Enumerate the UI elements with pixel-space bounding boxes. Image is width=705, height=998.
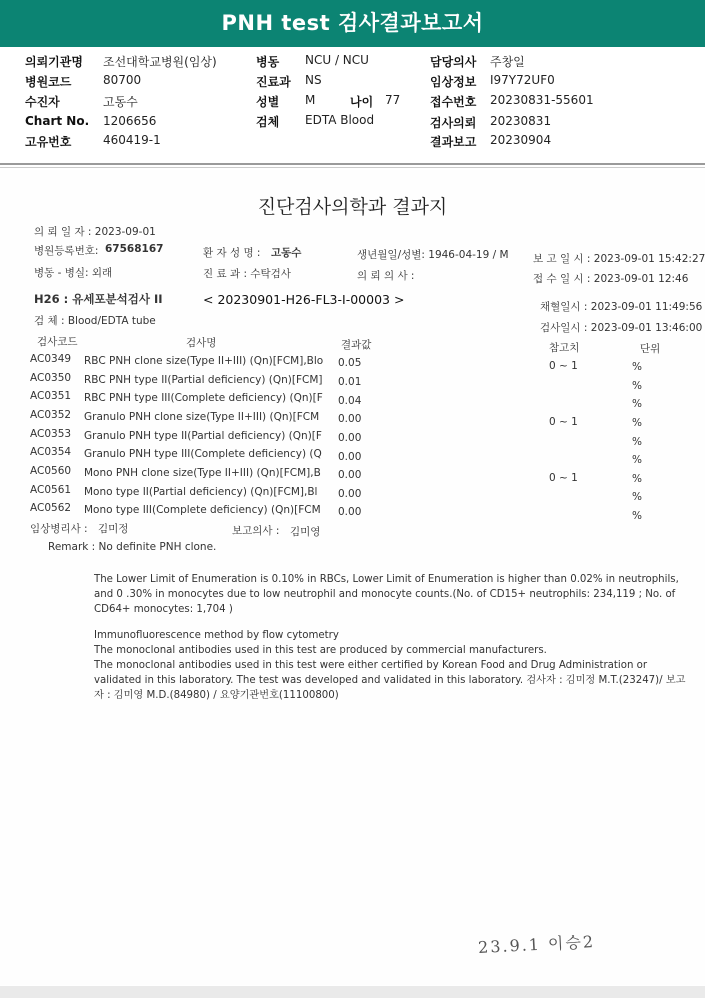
row-test-name: RBC PNH type III(Complete deficiency) (Qn)[F bbox=[84, 392, 323, 404]
age-value: 77 bbox=[385, 93, 401, 107]
row-unit: % bbox=[632, 361, 642, 373]
receipt-datetime-line: 접 수 일 시 : 2023-09-01 12:46 bbox=[533, 273, 689, 285]
sex-value: M bbox=[305, 93, 316, 107]
method-line-2: The monoclonal antibodies used in this test are produced by commercial manufacturers. bbox=[94, 645, 547, 656]
row-code: AC0354 bbox=[30, 446, 72, 458]
reporter-label: 보고의사 : bbox=[232, 525, 280, 537]
row-code: AC0561 bbox=[30, 484, 72, 496]
row-unit: % bbox=[632, 436, 642, 448]
physician-line: 의 뢰 의 사 : bbox=[357, 270, 415, 282]
row-test-name: Mono type II(Partial deficiency) (Qn)[FCM],Bl bbox=[84, 486, 318, 498]
specimen-line: 검 체 : Blood/EDTA tube bbox=[34, 315, 156, 327]
patient-info-header bbox=[0, 53, 705, 153]
row-unit: % bbox=[632, 473, 642, 485]
specimen-value: EDTA Blood bbox=[305, 113, 375, 127]
row-result: 0.00 bbox=[338, 413, 362, 425]
report-date-label: 결과보고 bbox=[430, 135, 477, 149]
patient-name-value: 고동수 bbox=[271, 247, 302, 259]
row-result: 0.04 bbox=[338, 395, 362, 407]
header-divider bbox=[0, 163, 705, 165]
col-header-code: 검사코드 bbox=[37, 336, 78, 348]
page-footer-bar bbox=[0, 986, 705, 998]
pathologist-label: 임상병리사 : bbox=[30, 523, 88, 535]
clinical-info-label: 임상정보 bbox=[430, 75, 477, 89]
reporter-value: 김미영 bbox=[290, 526, 321, 538]
report-title-bar bbox=[0, 0, 705, 47]
dept-line: 진 료 과 : 수탁검사 bbox=[203, 268, 291, 280]
sex-label: 성별 bbox=[256, 95, 280, 109]
dept-value: NS bbox=[305, 73, 322, 87]
col-header-unit: 단위 bbox=[640, 343, 661, 355]
unique-no-value: 460419-1 bbox=[103, 133, 161, 147]
patient-label: 수진자 bbox=[25, 95, 60, 109]
method-line-1: Immunofluorescence method by flow cytometry bbox=[94, 630, 339, 641]
patient-value: 고동수 bbox=[103, 95, 138, 109]
row-code: AC0562 bbox=[30, 502, 72, 514]
row-result: 0.05 bbox=[338, 357, 362, 369]
enumeration-note: The Lower Limit of Enumeration is 0.10% in RBCs, Lower Limit of Enumeration is higher than 0.02% in neutrophils, and 0 .30% in monocytes due to low neutrophil and monocyte counts.(No. of CD15+ neutrophils: 234,119 ; No. of CD64+ monocytes: 1,704 ) bbox=[94, 574, 679, 615]
chart-no-value: 1206656 bbox=[103, 114, 157, 128]
dob-line: 생년월일/성별: 1946-04-19 / M bbox=[357, 249, 509, 261]
row-ref: 0 ~ 1 bbox=[549, 360, 578, 372]
row-ref: 0 ~ 1 bbox=[549, 416, 578, 428]
request-date-line: 의 뢰 일 자 : 2023-09-01 bbox=[34, 226, 156, 238]
row-test-name: Granulo PNH type II(Partial deficiency) (Qn)[F bbox=[84, 430, 322, 442]
report-date-value: 20230904 bbox=[490, 133, 552, 147]
row-test-name: Granulo PNH type III(Complete deficiency) (Q bbox=[84, 448, 322, 460]
row-code: AC0351 bbox=[30, 390, 72, 402]
header-divider-thin bbox=[0, 167, 705, 168]
pathologist-value: 김미정 bbox=[98, 523, 129, 535]
reg-no-value: 67568167 bbox=[105, 243, 164, 255]
collect-datetime-line: 채혈일시 : 2023-09-01 11:49:56 bbox=[540, 301, 703, 313]
row-unit: % bbox=[632, 491, 642, 503]
row-unit: % bbox=[632, 398, 642, 410]
doctor-label: 담당의사 bbox=[430, 55, 477, 69]
row-unit: % bbox=[632, 380, 642, 392]
row-unit: % bbox=[632, 454, 642, 466]
remark: Remark : No definite PNH clone. bbox=[48, 541, 217, 553]
row-test-name: RBC PNH clone size(Type II+III) (Qn)[FCM],Blo bbox=[84, 355, 324, 367]
patient-name-label: 환 자 성 명 : bbox=[203, 247, 261, 259]
doctor-value: 주창일 bbox=[490, 55, 525, 69]
lab-report-title: 진단검사의학과 결과지 bbox=[257, 196, 448, 218]
row-code: AC0560 bbox=[30, 465, 72, 477]
handwritten-signature: 23.9.1 이승2 bbox=[477, 931, 596, 958]
age-label: 나이 bbox=[350, 95, 374, 109]
row-test-name: Granulo PNH clone size(Type II+III) (Qn)[FCM bbox=[84, 411, 320, 423]
row-test-name: RBC PNH type II(Partial deficiency) (Qn)[FCM] bbox=[84, 374, 323, 386]
chart-no-label: Chart No. bbox=[25, 114, 90, 128]
ward-line: 병동 - 병실: 외래 bbox=[34, 267, 113, 279]
row-result: 0.00 bbox=[338, 451, 362, 463]
hospital-code-label: 병원코드 bbox=[25, 75, 72, 89]
row-result: 0.00 bbox=[338, 488, 362, 500]
unique-no-label: 고유번호 bbox=[25, 135, 72, 149]
ward-value: NCU / NCU bbox=[305, 53, 369, 67]
report-title: PNH test 검사결과보고서 bbox=[221, 11, 484, 35]
hospital-code-value: 80700 bbox=[103, 73, 142, 87]
receipt-no-value: 20230831-55601 bbox=[490, 93, 594, 107]
row-code: AC0350 bbox=[30, 372, 72, 384]
report-datetime-line: 보 고 일 시 : 2023-09-01 15:42:27 bbox=[533, 253, 705, 265]
receipt-no-label: 접수번호 bbox=[430, 95, 477, 109]
row-code: AC0349 bbox=[30, 353, 72, 365]
col-header-result: 결과값 bbox=[341, 339, 372, 351]
clinical-info-value: I97Y72UF0 bbox=[490, 73, 555, 87]
row-result: 0.01 bbox=[338, 376, 362, 388]
request-date-label: 검사의뢰 bbox=[430, 116, 477, 130]
col-header-ref: 참고치 bbox=[549, 342, 580, 354]
specimen-label: 검체 bbox=[256, 115, 280, 129]
method-line-3: The monoclonal antibodies used in this test were either certified by Korean Food and Drug Administration or validated in this laboratory. The test was developed and validated in this laboratory. 검사자 : 김미정 M.T.(23247)/ 보고자 : 김미영 M.D.(84980) / 요양기관번호(11100800) bbox=[94, 660, 686, 701]
row-ref: 0 ~ 1 bbox=[549, 472, 578, 484]
test-datetime-line: 검사일시 : 2023-09-01 13:46:00 bbox=[540, 322, 703, 334]
row-code: AC0352 bbox=[30, 409, 72, 421]
reg-no-label: 병원등록번호: bbox=[34, 245, 99, 257]
row-test-name: Mono type III(Complete deficiency) (Qn)[FCM bbox=[84, 504, 321, 516]
row-unit: % bbox=[632, 510, 642, 522]
row-unit: % bbox=[632, 417, 642, 429]
hospital-label: 의뢰기관명 bbox=[25, 55, 83, 69]
col-header-name: 검사명 bbox=[186, 337, 217, 349]
row-code: AC0353 bbox=[30, 428, 72, 440]
ward-label: 병동 bbox=[256, 55, 280, 69]
row-result: 0.00 bbox=[338, 432, 362, 444]
test-name: H26 : 유세포분석검사 II bbox=[34, 292, 163, 306]
request-date-value: 20230831 bbox=[490, 114, 552, 128]
specimen-id: < 20230901-H26-FL3-I-00003 > bbox=[203, 292, 405, 307]
row-result: 0.00 bbox=[338, 506, 362, 518]
row-test-name: Mono PNH clone size(Type II+III) (Qn)[FCM],B bbox=[84, 467, 321, 479]
row-result: 0.00 bbox=[338, 469, 362, 481]
dept-label: 진료과 bbox=[256, 75, 291, 89]
hospital-value: 조선대학교병원(임상) bbox=[103, 55, 217, 69]
method-note bbox=[94, 628, 689, 703]
